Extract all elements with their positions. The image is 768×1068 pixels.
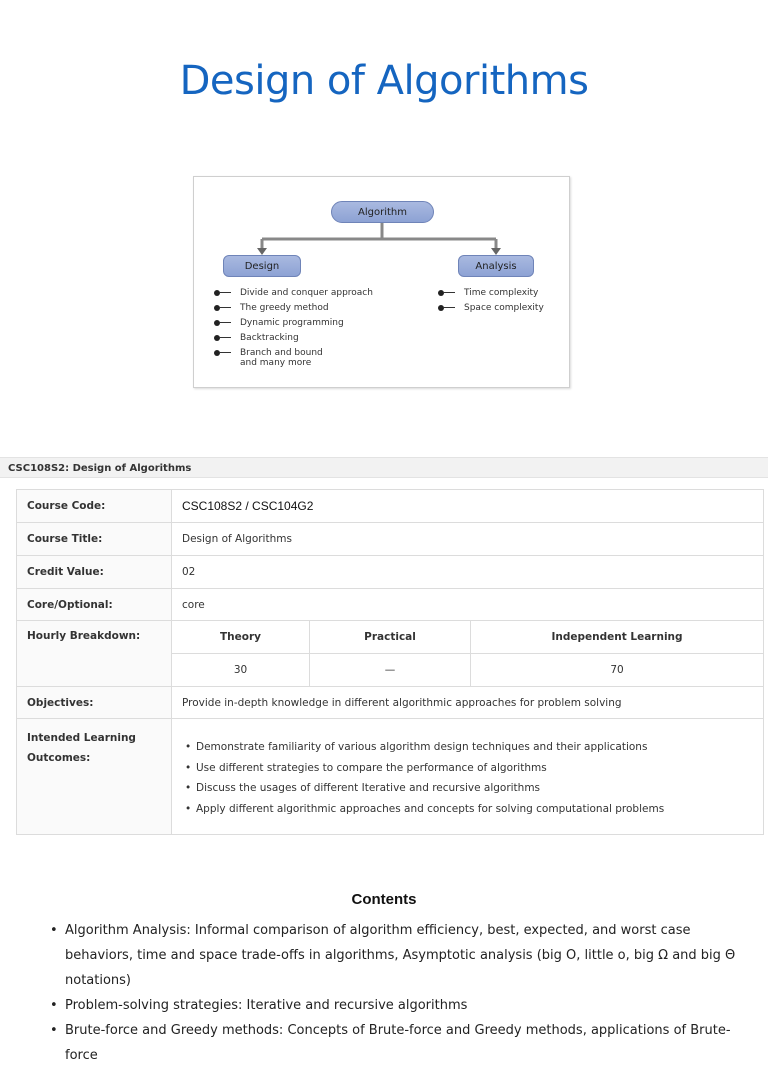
course-code-label: Course Code: xyxy=(17,490,172,523)
core-optional-label: Core/Optional: xyxy=(17,589,172,621)
algorithm-node: Algorithm xyxy=(331,201,434,223)
hourly-value-independent: 70 xyxy=(471,654,764,687)
table-row xyxy=(17,719,764,835)
course-title-label: Course Title: xyxy=(17,523,172,556)
credit-value-label: Credit Value: xyxy=(17,556,172,589)
course-panel-header: CSC108S2: Design of Algorithms xyxy=(0,457,768,478)
hourly-header-theory: Theory xyxy=(172,621,310,654)
bullet-icon xyxy=(214,335,232,341)
bullet-icon xyxy=(214,320,232,326)
algorithm-diagram xyxy=(193,176,570,388)
course-table xyxy=(16,489,764,835)
table-row xyxy=(17,523,764,556)
table-row xyxy=(17,589,764,621)
contents-heading: Contents xyxy=(351,891,417,908)
ilo-cell xyxy=(172,719,764,835)
analysis-node: Analysis xyxy=(458,255,534,277)
table-row xyxy=(17,556,764,589)
design-item: Divide and conquer approach xyxy=(214,288,394,298)
hourly-header-row xyxy=(172,621,763,654)
analysis-item: Space complexity xyxy=(438,303,568,313)
hourly-value-practical: — xyxy=(310,654,471,687)
credit-value: 02 xyxy=(172,556,764,589)
hourly-breakdown-cell xyxy=(172,621,764,687)
course-title-value: Design of Algorithms xyxy=(172,523,764,556)
bullet-icon xyxy=(438,305,456,311)
list-item: • Algorithm Analysis: Informal comparison of algorithm efficiency, best, expected, and worst case behaviors, time and space trade-offs in algorithms, Asymptotic analysis (big O, little o, big Ω and big Θ notations) xyxy=(44,918,754,993)
design-item: Dynamic programming xyxy=(214,318,394,328)
contents-list xyxy=(44,918,754,1068)
bullet-icon xyxy=(214,350,232,356)
objectives-label: Objectives: xyxy=(17,687,172,719)
list-item: • Apply different algorithmic approaches and concepts for solving computational problems xyxy=(196,799,753,820)
list-item: • Use different strategies to compare the performance of algorithms xyxy=(196,758,753,779)
design-list xyxy=(214,288,394,373)
analysis-list xyxy=(438,288,568,318)
table-row xyxy=(17,621,764,687)
list-item: • Discuss the usages of different Iterative and recursive algorithms xyxy=(196,778,753,799)
course-code-value: CSC108S2 / CSC104G2 xyxy=(172,490,764,523)
design-node: Design xyxy=(223,255,301,277)
list-item: • Brute-force and Greedy methods: Concepts of Brute-force and Greedy methods, applications of Brute-force xyxy=(44,1018,754,1068)
ilo-label: Intended Learning Outcomes: xyxy=(17,719,172,835)
core-optional-value: core xyxy=(172,589,764,621)
table-row xyxy=(17,490,764,523)
bullet-icon xyxy=(214,305,232,311)
analysis-item: Time complexity xyxy=(438,288,568,298)
ilo-list xyxy=(182,737,753,819)
bullet-icon xyxy=(214,290,232,296)
objectives-value: Provide in-depth knowledge in different algorithmic approaches for problem solving xyxy=(172,687,764,719)
hourly-breakdown-table xyxy=(172,621,763,686)
design-item: The greedy method xyxy=(214,303,394,313)
hourly-header-practical: Practical xyxy=(310,621,471,654)
page-title: Design of Algorithms xyxy=(179,58,589,104)
hourly-header-independent: Independent Learning xyxy=(471,621,764,654)
hourly-breakdown-label: Hourly Breakdown: xyxy=(17,621,172,687)
list-item: • Demonstrate familiarity of various algorithm design techniques and their applications xyxy=(196,737,753,758)
table-row xyxy=(17,687,764,719)
hourly-value-row xyxy=(172,654,763,687)
hourly-value-theory: 30 xyxy=(233,664,248,676)
design-item: Branch and bound and many more xyxy=(214,348,394,368)
list-item: • Problem-solving strategies: Iterative and recursive algorithms xyxy=(44,993,754,1018)
bullet-icon xyxy=(438,290,456,296)
design-item: Backtracking xyxy=(214,333,394,343)
